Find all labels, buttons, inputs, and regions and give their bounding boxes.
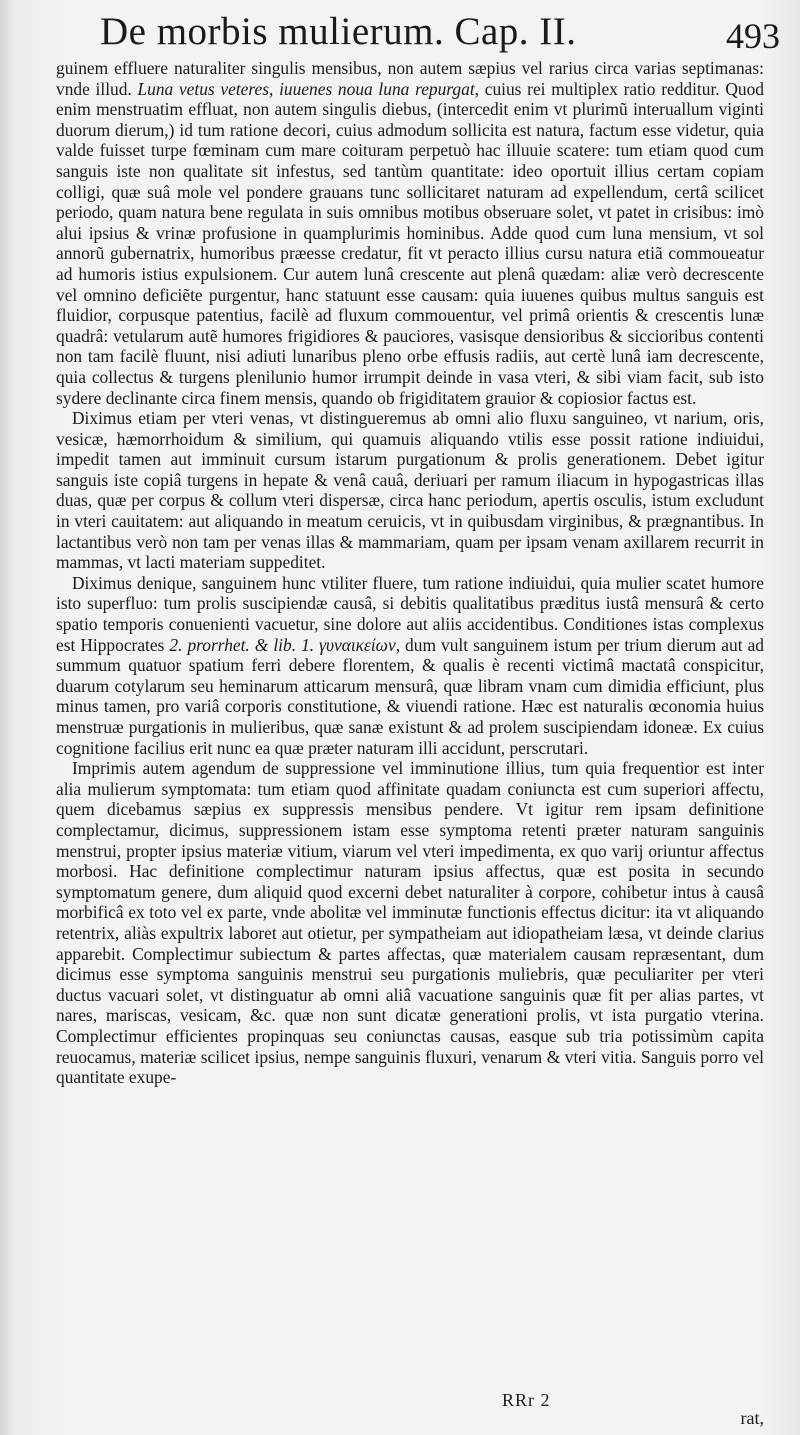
page-footer: [56, 1390, 764, 1430]
paragraph: [56, 758, 764, 1088]
text-segment: Imprimis autem agendum de suppressione vel imminutione illius, tum quia frequentior est inter alia mulierum symptomata: tum etiam quod affinitate quadam coniuncta est cum superiori affectu, quem dicebamus sæpius ex suppressis mensibus pendere. Vt igitur rem ipsam definitione complectamur, dicimus, suppressionem istam esse symptoma retenti præter naturam sanguinis menstrui, propter ipsius materiæ vitium, viarum vel vteri impedimenta, ex quo varij oriuntur affectus morbosi. Hac definitione complectimur naturam ipsius affectus, quæ est posita in secundo symptomatum genere, dum aliquid quod excerni debet naturaliter à corpore, cohibetur intus à causâ morbificâ ex toto vel ex parte, vnde abolitæ vel imminutæ functionis effectus dicitur: ita vt aliquando retentrix, aliàs expultrix laboret aut otietur, per sympatheiam aut idiopatheiam læsa, vt deinde clarius apparebit. Complectimur subiectum & partes affectas, quæ materialem causam repræsentant, dum dicimus esse symptoma sanguinis menstrui seu purgationis muliebris, quæ peculiariter per vteri ductus vacuari solet, vt distinguatur ab omni aliâ vacuatione sanguinis quæ fit per alias partes, vt nares, mariscas, vesicam, &c. quæ non sunt dicatæ generationi prolis, vt ista purgatio vterina. Complectimur efficientes propinquas seu coniunctas causas, easque sub tria potissimùm capita reuocamus, materiæ scilicet ipsius, nempe sanguinis fluxuri, venarum & vteri vitia. Sanguis porro vel quantitate exupe-: [56, 758, 764, 1088]
catchword: rat,: [740, 1408, 764, 1428]
italic-text-segment: Luna vetus veteres, iuuenes noua luna repurgat: [137, 78, 475, 99]
text-segment: , dum vult sanguinem istum per trium dierum aut ad summum quatuor spatium ferri debere florentem, & qualis è recenti victimâ mactatâ conspicitur, duarum cotylarum seu heminarum atticarum mensurâ, quæ libram vnam cum dimidia efficiunt, plus minus tamen, pro variâ corporis constitutione, & viuendi ratione. Hæc est naturalis œconomia huius menstruæ purgationis in mulieribus, quæ sanæ existunt & ad prolem suscipiendam idoneæ. Ex cuius cognitione facilius erit nunc ea quæ præter naturam illi accidunt, perscrutari.: [56, 634, 764, 758]
running-title: De morbis mulierum. Cap. II.: [100, 10, 577, 53]
paragraph: [56, 408, 764, 573]
text-segment: , cuius rei multiplex ratio redditur. Quod enim menstruatim effluat, non autem singulis diebus, (intercedit enim vt plurimũ interuallum viginti duorum dierum,) id tum ratione decori, cuius admodum sollicita est natura, factum esse videtur, quia valde fuisset turpe fœminam cum mare coituram perpetuò hac illuuie scatere: tum etiam quod cum sanguis iste non qualitate sit infestus, sed tantùm quantitate: ideo oportuit illius certam copiam colligi, quæ suâ mole vel pondere grauans tunc sollicitaret naturam ad expellendum, certâ scilicet periodo, quam natura bene regulata in suis omnibus motibus obseruare solet, vt patet in crisibus: imò alui ipsius & vrinæ profusione in quamplurimis hominibus. Adde quod cum luna mensium, vt sol annorũ gubernatrix, humoribus præesse credatur, fit vt peracto illius cursu natura etiã commoueatur ad humoris istius expulsionem. Cur autem lunâ crescente aut plenâ quædam: aliæ verò decrescente vel omnino deficiẽte purgentur, hanc statuunt esse causam: quia iuuenes quibus multus sanguis est fluidior, corpusque patentius, facilè ad fluxum commouentur, vel primâ orientis & crescentis lunæ quadrâ: vetularum autẽ humores frigidiores & pauciores, vasisque densioribus & siccioribus contenti non tam facilè fluunt, nisi adiuti lunaribus pleno orbe effusis radiis, aut certè lunâ iam decrescente, quia collectus & turgens plenilunio humor irrumpit deinde in vasa vteri, & sibi viam facit, sub isto sydere declinante circa finem mensis, quando ob frigiditatem grauior & copiosior factus est.: [56, 78, 764, 408]
paragraph: [56, 573, 764, 758]
text-segment: Diximus denique, sanguinem hunc vtiliter fluere, tum ratione indiuidui, quia mulier scatet humore isto superfluo: tum prolis suscipiendæ causâ, si debitis qualitatibus præditus iustâ mensurâ & certo spatio temporis conuenienti vacuetur, sine dolore aut aliis accidentibus. Conditiones istas complexus est Hippocrates: [56, 572, 764, 655]
page-body: [56, 58, 764, 1088]
signature-mark: RRr 2: [502, 1390, 551, 1410]
text-segment: Diximus etiam per vteri venas, vt distingueremus ab omni alio fluxu sanguineo, vt narium, oris, vesicæ, hæmorrhoidum & similium, qui quamuis aliquando vtilis esse possit ratione indiuidui, impedit tamen aut imminuit cursum istarum purgationum & prolis generationem. Debet igitur sanguis iste copiâ turgens in hepate & venâ cauâ, deriuari per ramum iliacum in hypogastricas illas duas, quæ per corpus & collum vteri dispersæ, circa hanc periodum, apertis osculis, istum excludunt in vteri cauitatem: aut aliquando in meatum ceruicis, vt in quibusdam virginibus, & prægnantibus. In lactantibus verò non tam per venas illas & mammariam, quam per ipsam venam axillarem recurrit in mammas, vt lacti materiam suppeditet.: [56, 408, 764, 573]
italic-text-segment: 2. prorrhet. & lib. 1. γυναικείων: [169, 634, 396, 655]
page-number: 493: [726, 16, 780, 56]
text-segment: guinem effluere naturaliter singulis mensibus, non autem sæpius vel rarius circa varias septimanas: vnde illud.: [56, 58, 764, 99]
page-header: [100, 8, 780, 56]
paragraph: [56, 58, 764, 408]
